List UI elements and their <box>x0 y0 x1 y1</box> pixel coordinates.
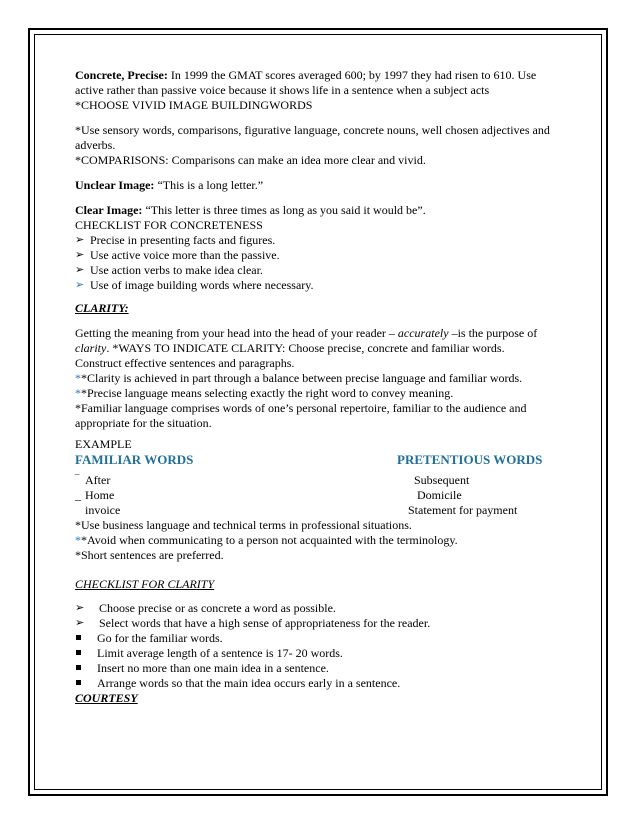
clear-text: “This letter is three times as long as you said it would be”. <box>142 203 426 217</box>
concrete-text: In 1999 the GMAT scores averaged 600; by 1997 they had risen to 610. Use active rather than passive voice because it shows life in a sentence when a subject acts <box>75 68 537 97</box>
clarity-intro: Getting the meaning from your head into the head of your reader – accurately –is the purpose of clarity. *WAYS TO INDICATE CLARITY: Choose precise, concrete and familiar words. <box>75 326 538 355</box>
courtesy-heading: COURTESY <box>75 691 138 705</box>
arrow-bullet-icon: ➢ <box>75 617 85 629</box>
list-item: ➢ Use action verbs to make idea clear. <box>75 263 263 277</box>
pretentious-words-heading: PRETENTIOUS WORDS <box>397 452 543 467</box>
concrete-label: Concrete, Precise: <box>75 68 168 82</box>
document-body <box>75 68 565 706</box>
square-bullet-icon <box>76 665 81 670</box>
unclear-text: “This is a long letter.” <box>154 178 264 192</box>
sensory-line: *Use sensory words, comparisons, figurative language, concrete nouns, well chosen adjectives and adverbs. <box>75 123 550 152</box>
list-item: ➢ Select words that have a high sense of appropriateness for the reader. <box>75 616 431 630</box>
concreteness-checklist-title: CHECKLIST FOR CONCRETENESS <box>75 218 263 232</box>
business-language-line: *Use business language and technical terms in professional situations. <box>75 518 412 532</box>
construct-line: Construct effective sentences and paragraphs. <box>75 356 295 370</box>
familiar-line: *Familiar language comprises words of one’s personal repertoire, familiar to the audience and appropriate for the situation. <box>75 401 527 430</box>
concrete-paragraph <box>75 68 565 98</box>
comparisons-line: *COMPARISONS: Comparisons can make an idea more clear and vivid. <box>75 153 426 167</box>
list-item: Arrange words so that the main idea occurs early in a sentence. <box>75 676 565 691</box>
table-row: _ Home Domicile <box>75 488 462 502</box>
vivid-words-line: *CHOOSE VIVID IMAGE BUILDINGWORDS <box>75 98 313 112</box>
avoid-line: **Avoid when communicating to a person not acquainted with the terminology. <box>75 533 458 547</box>
table-row: ‾ After Subsequent <box>75 473 470 487</box>
square-bullet-icon <box>76 635 81 640</box>
arrow-bullet-icon: ➢ <box>75 234 85 246</box>
words-header-row <box>75 452 565 469</box>
precise-text: *Precise language means selecting exactly the right word to convey meaning. <box>81 386 454 400</box>
concreteness-checklist <box>75 233 565 293</box>
arrow-bullet-icon: ➢ <box>75 264 85 276</box>
arrow-bullet-icon: ➢ <box>75 279 85 291</box>
unclear-image <box>75 178 565 193</box>
short-sentences-line: *Short sentences are preferred. <box>75 548 224 562</box>
balance-line: **Clarity is achieved in part through a balance between precise language and familiar words. <box>75 371 523 385</box>
square-bullet-icon <box>76 650 81 655</box>
unclear-label: Unclear Image: <box>75 178 155 192</box>
clarity-checklist <box>75 601 565 631</box>
list-item: Limit average length of a sentence is 17- 20 words. <box>75 646 565 661</box>
arrow-bullet-icon: ➢ <box>75 602 85 614</box>
list-item: ➢ Choose precise or as concrete a word as possible. <box>75 601 336 615</box>
list-item: Insert no more than one main idea in a sentence. <box>75 661 565 676</box>
clear-image <box>75 203 565 218</box>
clear-label: Clear Image: <box>75 203 143 217</box>
arrow-bullet-icon: ➢ <box>75 249 85 261</box>
list-item: ➢ Precise in presenting facts and figures. <box>75 233 276 247</box>
list-item: ➢ Use of image building words where necessary. <box>75 278 314 292</box>
table-row: invoice Statement for payment <box>85 503 518 517</box>
list-item: Go for the familiar words. <box>75 631 565 646</box>
example-label: EXAMPLE <box>75 437 132 451</box>
clarity-sub-checklist <box>75 631 565 691</box>
balance-text: *Clarity is achieved in part through a balance between precise language and familiar words. <box>81 371 523 385</box>
avoid-text: *Avoid when communicating to a person not acquainted with the terminology. <box>81 533 458 547</box>
precise-line: **Precise language means selecting exactly the right word to convey meaning. <box>75 386 454 400</box>
list-item: ➢ Use active voice more than the passive. <box>75 248 280 262</box>
clarity-heading: CLARITY: <box>75 301 129 315</box>
clarity-checklist-title: CHECKLIST FOR CLARITY <box>75 577 215 591</box>
square-bullet-icon <box>76 680 81 685</box>
familiar-words-heading: FAMILIAR WORDS <box>75 452 194 467</box>
